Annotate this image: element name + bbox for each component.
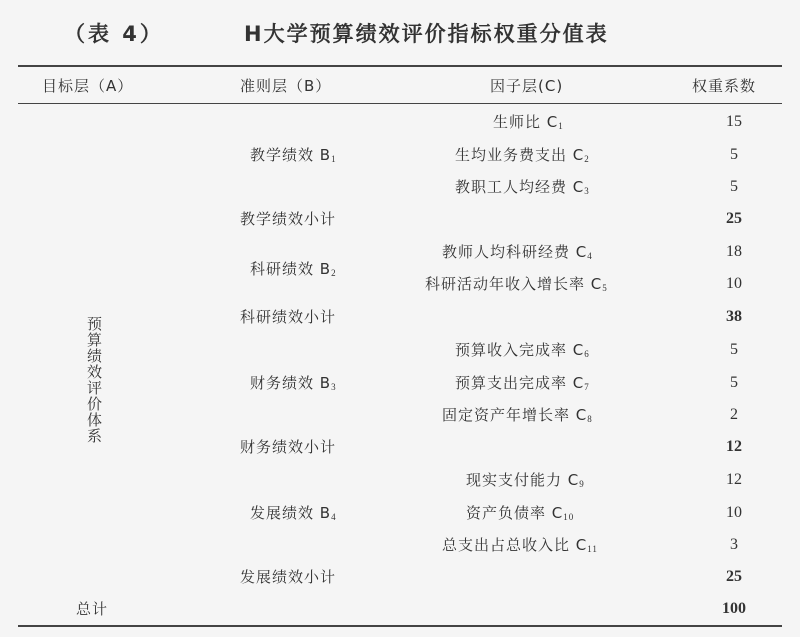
subtotal-weight: 38 [726, 308, 742, 325]
weight-cell: 2 [730, 406, 738, 423]
criterion-cell: 财务绩效 $B_3$ [250, 374, 337, 392]
top-rule [18, 65, 782, 67]
factor-cell: 预算支出完成率 $C_7$ [455, 374, 590, 392]
total-label: 总计 [76, 600, 109, 618]
weight-cell: 15 [726, 113, 742, 130]
criterion-cell: 科研绩效 $B_2$ [250, 260, 337, 278]
criterion-cell: 发展绩效 $B_4$ [250, 504, 337, 522]
header-factor: 因子层(C) [490, 77, 564, 95]
table-number: （表 4） [64, 22, 164, 46]
weight-cell: 3 [730, 536, 738, 553]
table-title: H大学预算绩效评价指标权重分值表 [244, 22, 609, 46]
factor-cell: 预算收入完成率 $C_6$ [455, 341, 590, 359]
header-rule [18, 103, 782, 104]
factor-cell: 总支出占总收入比 $C_{11}$ [442, 536, 598, 554]
factor-cell: 教师人均科研经费 $C_4$ [442, 243, 593, 261]
subtotal-label: 教学绩效小计 [240, 210, 337, 228]
factor-cell: 生均业务费支出 $C_2$ [455, 146, 590, 164]
weight-cell: 5 [730, 341, 738, 358]
subtotal-label: 发展绩效小计 [240, 568, 337, 586]
subtotal-label: 财务绩效小计 [240, 438, 337, 456]
total-weight: 100 [722, 600, 746, 617]
weight-cell: 5 [730, 374, 738, 391]
subtotal-weight: 25 [726, 568, 742, 585]
weight-cell: 5 [730, 178, 738, 195]
subtotal-weight: 12 [726, 438, 742, 455]
factor-cell: 生师比 $C_1$ [493, 113, 564, 131]
header-criterion: 准则层（B） [240, 77, 332, 95]
target-label: 预算绩效评价体系 [85, 316, 103, 444]
weight-cell: 5 [730, 146, 738, 163]
criterion-cell: 教学绩效 $B_1$ [250, 146, 337, 164]
weight-cell: 12 [726, 471, 742, 488]
factor-cell: 固定资产年增长率 $C_8$ [442, 406, 593, 424]
header-target: 目标层（A） [42, 77, 134, 95]
weight-cell: 10 [726, 504, 742, 521]
subtotal-weight: 25 [726, 210, 742, 227]
bottom-rule [18, 625, 782, 627]
factor-cell: 现实支付能力 $C_9$ [466, 471, 585, 489]
weight-cell: 18 [726, 243, 742, 260]
table-caption [0, 0, 800, 64]
factor-cell: 教职工人均经费 $C_3$ [455, 178, 590, 196]
factor-cell: 资产负债率 $C_{10}$ [466, 504, 575, 522]
weight-cell: 10 [726, 275, 742, 292]
subtotal-label: 科研绩效小计 [240, 308, 337, 326]
factor-cell: 科研活动年收入增长率 $C_5$ [425, 275, 608, 293]
header-weight: 权重系数 [692, 77, 757, 95]
